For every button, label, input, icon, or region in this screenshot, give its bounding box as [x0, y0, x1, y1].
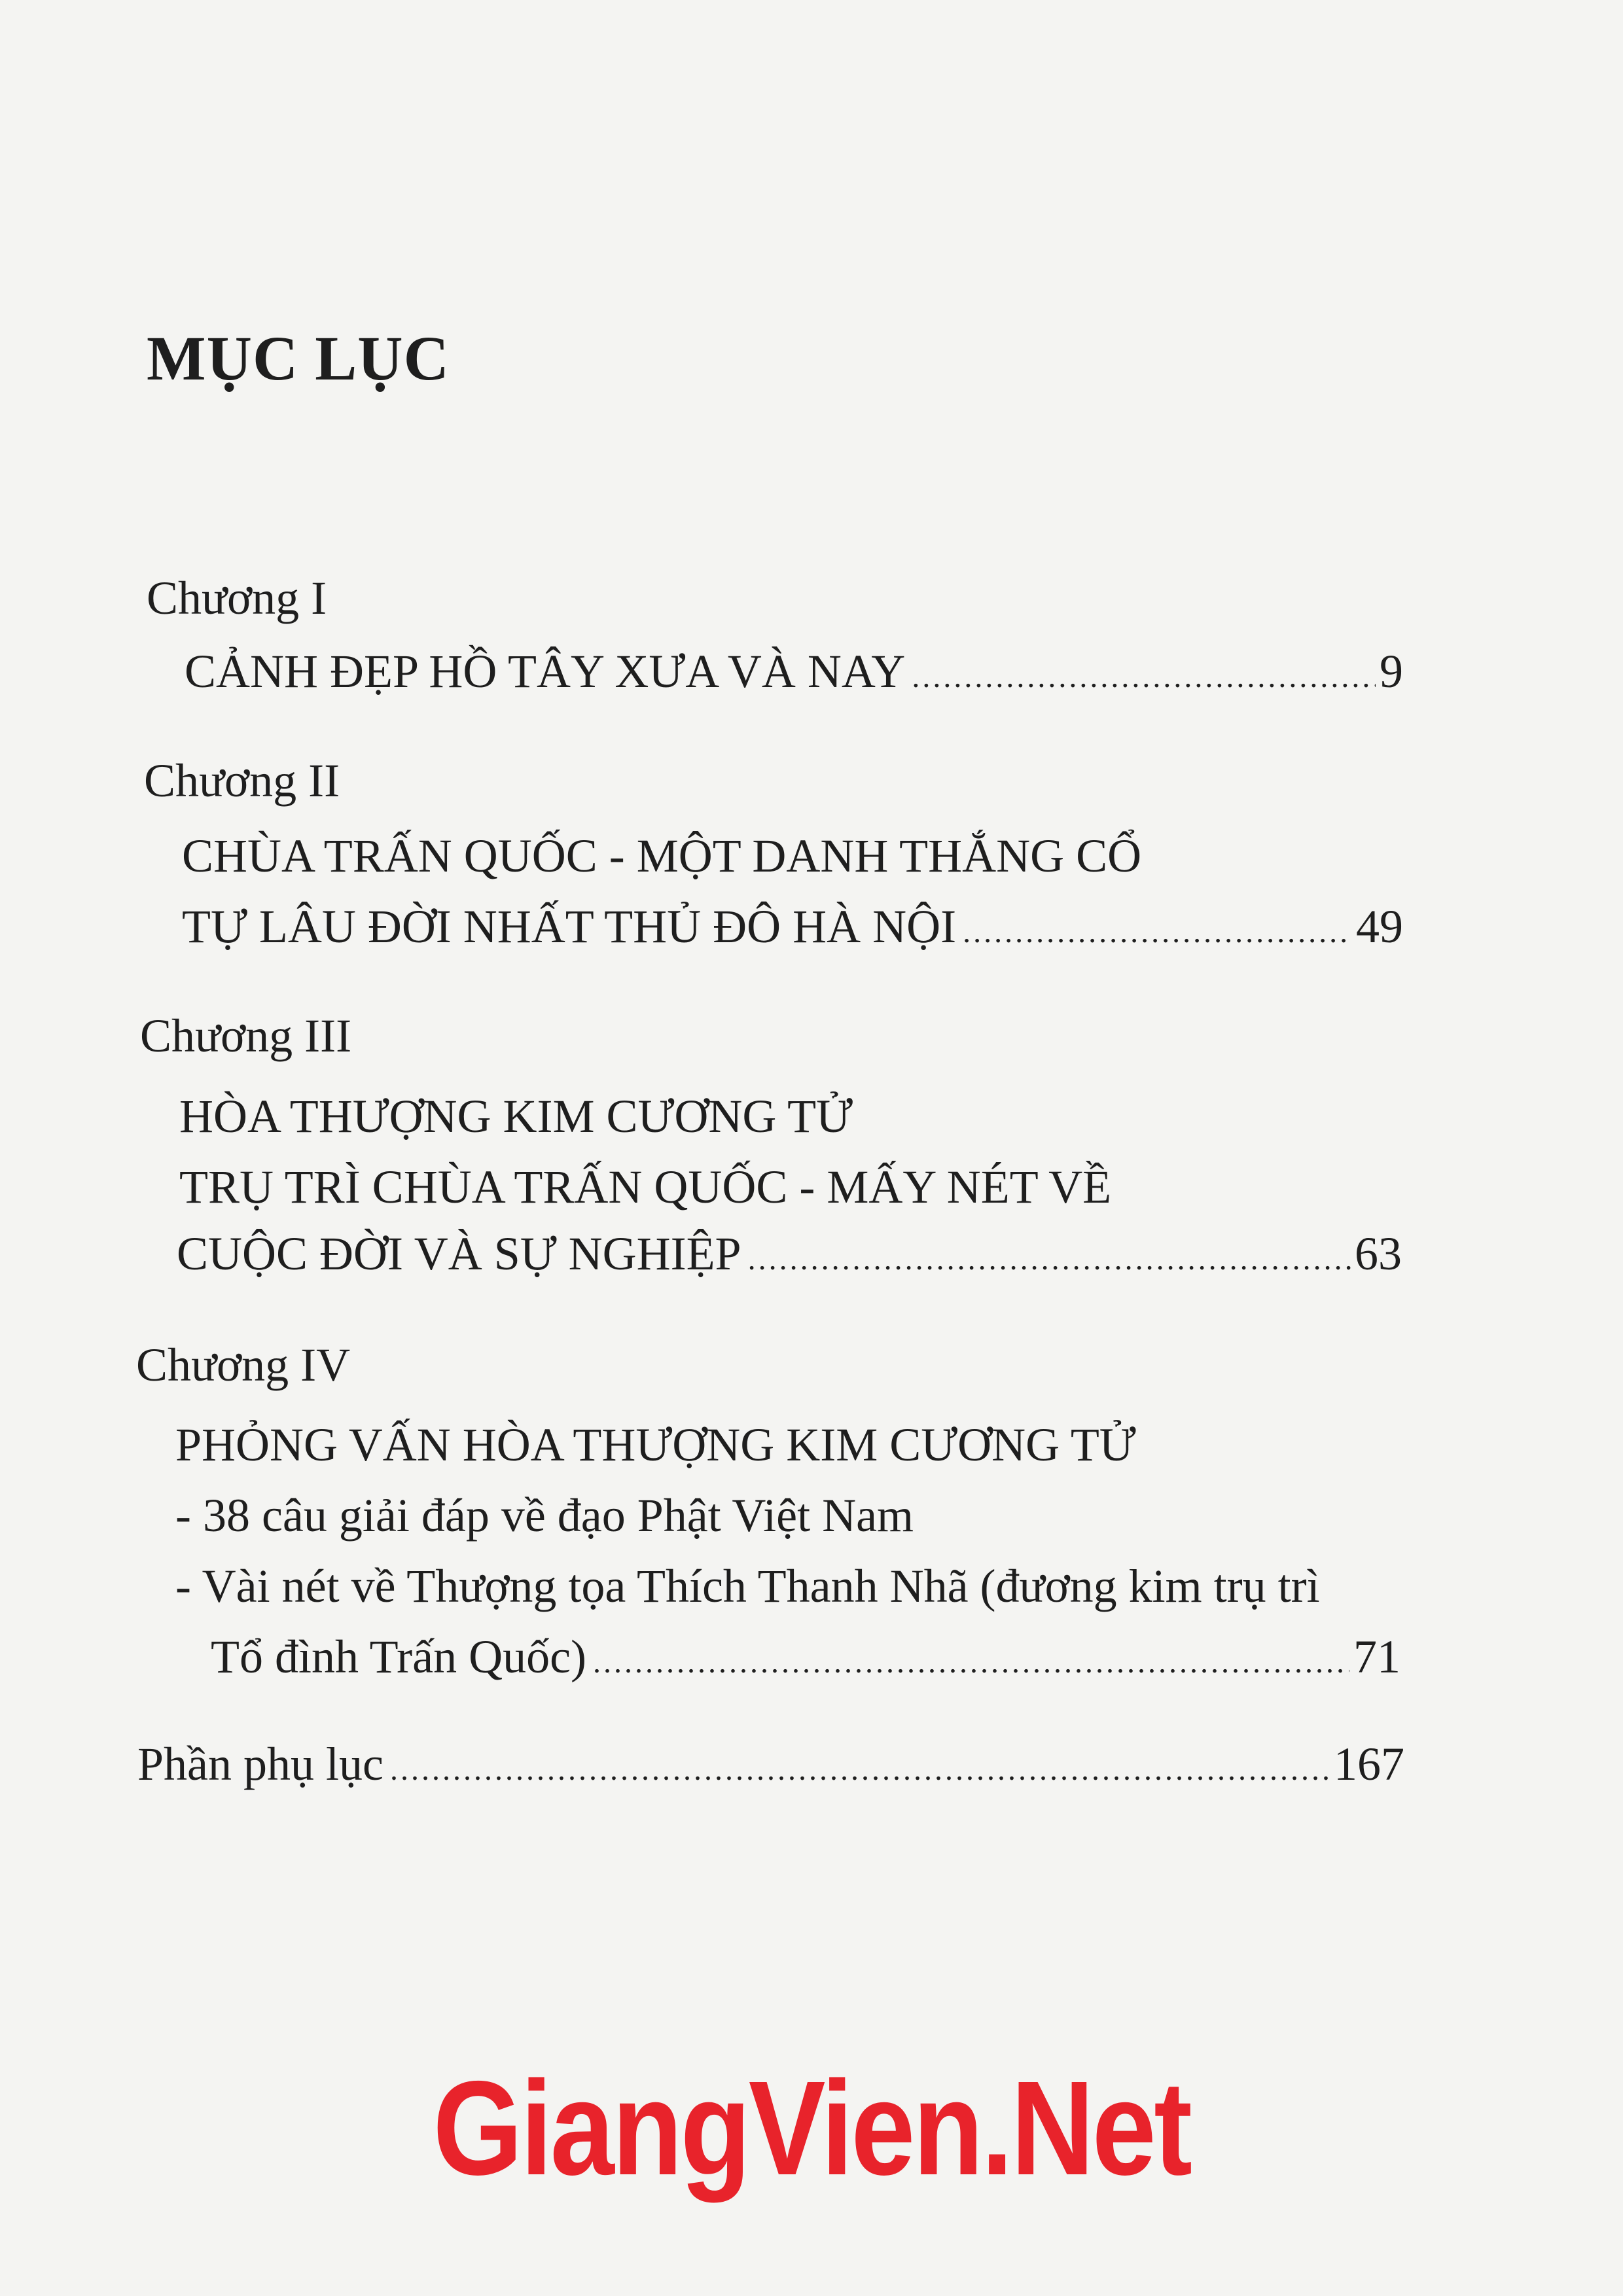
chapter-4-subitem-2-cont: Tổ đình Trấn Quốc) — [211, 1631, 586, 1683]
toc-entry-chapter-2[interactable] — [182, 900, 1403, 953]
chapter-3-label: Chương III — [140, 1010, 352, 1062]
chapter-4-subitem-2: - Vài nét về Thượng tọa Thích Thanh Nhã (đương kim trụ trì — [175, 1560, 1320, 1612]
chapter-4-subitem-1: - 38 câu giải đáp về đạo Phật Việt Nam — [175, 1489, 914, 1542]
dot-leader — [912, 662, 1376, 693]
dot-leader — [963, 917, 1352, 948]
toc-entry-chapter-4[interactable] — [211, 1631, 1400, 1683]
chapter-2-title-line-1: CHÙA TRẤN QUỐC - MỘT DANH THẮNG CỔ — [182, 830, 1142, 882]
chapter-4-title-line-1: PHỎNG VẤN HÒA THƯỢNG KIM CƯƠNG TỬ — [175, 1419, 1136, 1471]
chapter-4-label: Chương IV — [136, 1339, 351, 1391]
toc-heading: MỤC LỤC — [147, 323, 450, 393]
chapter-1-label: Chương I — [147, 572, 327, 624]
dot-leader — [390, 1754, 1330, 1786]
toc-entry-chapter-3[interactable] — [177, 1227, 1402, 1280]
toc-entry-chapter-1[interactable] — [185, 645, 1403, 698]
appendix-label: Phần phụ lục — [137, 1738, 383, 1790]
chapter-4-page: 71 — [1353, 1631, 1400, 1683]
chapter-1-title: CẢNH ĐẸP HỒ TÂY XƯA VÀ NAY — [185, 645, 906, 698]
chapter-3-title-line-2: TRỤ TRÌ CHÙA TRẤN QUỐC - MẤY NÉT VỀ — [179, 1161, 1112, 1213]
appendix-page: 167 — [1334, 1738, 1404, 1790]
chapter-2-label: Chương II — [144, 754, 340, 807]
chapter-3-title-line-1: HÒA THƯỢNG KIM CƯƠNG TỬ — [179, 1090, 853, 1142]
dot-leader — [593, 1647, 1349, 1678]
watermark-text: GiangVien.Net — [433, 2053, 1190, 2203]
chapter-3-page: 63 — [1355, 1227, 1402, 1280]
chapter-1-page: 9 — [1380, 645, 1403, 698]
chapter-3-title-line-3: CUỘC ĐỜI VÀ SỰ NGHIỆP — [177, 1227, 741, 1280]
chapter-2-page: 49 — [1356, 900, 1403, 953]
toc-entry-appendix[interactable] — [137, 1740, 1404, 1788]
dot-leader — [748, 1244, 1351, 1275]
chapter-2-title-line-2: TỰ LÂU ĐỜI NHẤT THỦ ĐÔ HÀ NỘI — [182, 900, 957, 953]
